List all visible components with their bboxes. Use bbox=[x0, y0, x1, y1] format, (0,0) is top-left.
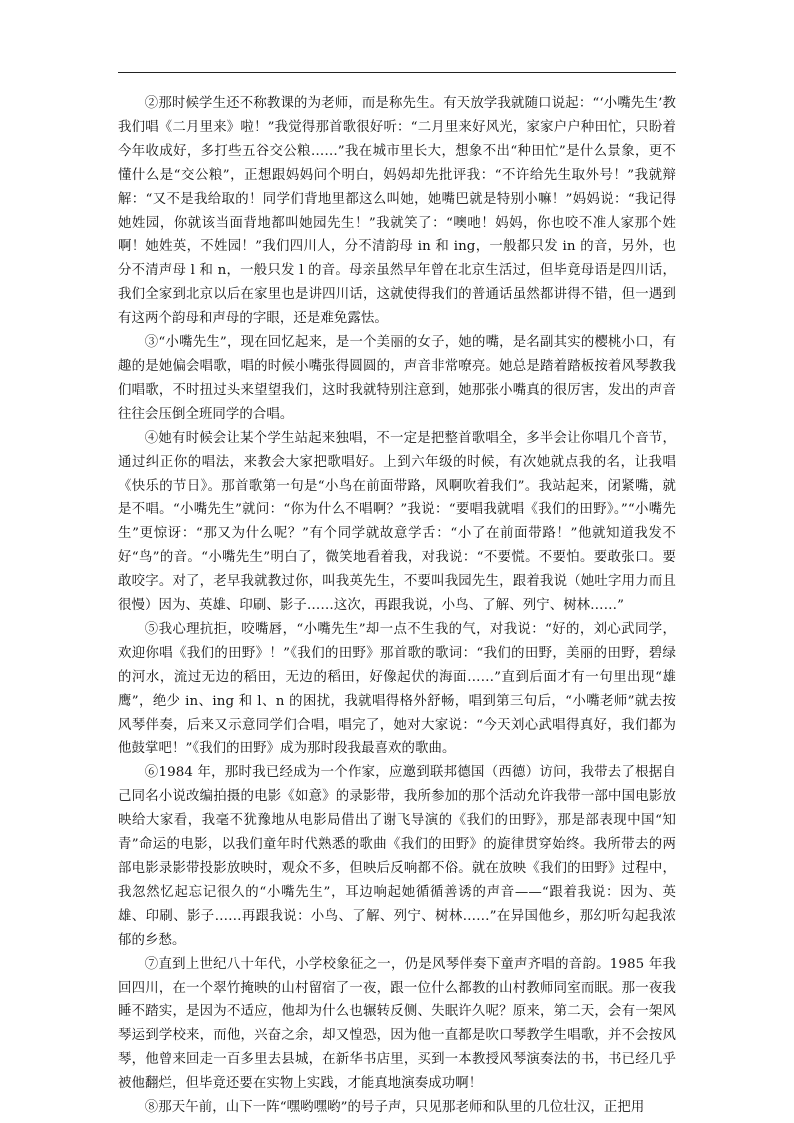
paragraph-5: ⑤我心理抗拒，咬嘴唇，“小嘴先生”却一点不生我的气，对我说：“好的，刘心武同学，欢迎你唱《我们的田野》！”《我们的田野》那首歌的歌词：“我们的田野，美丽的田野，碧绿的河水，流过无边的稻田，无边的稻田，好像起伏的海面……”直到后面才有一句里出现“雄鹰”，绝少 in、ing 和 l、n 的困扰，我就唱得格外舒畅，唱到第三句后，“小嘴老师”就去按风琴伴奏，后来又示意同学们合唱，唱完了，她对大家说：“今天刘心武唱得真好，我们都为他鼓掌吧！”《我们的田野》成为那时段我最喜欢的歌曲。 bbox=[118, 621, 676, 757]
paragraph-4: ④她有时候会让某个学生站起来独唱，不一定是把整首歌唱全，多半会让你唱几个音节，通过纠正你的唱法，来教会大家把歌唱好。上到六年级的时候，有次她就点我的名，让我唱《快乐的节日》。那首歌第一句是“小鸟在前面带路，风啊吹着我们”。我站起来，闭紧嘴，就是不唱。“小嘴先生”就问：“你为什么不唱啊？”我说：“要唱我就唱《我们的田野》。”“小嘴先生”更惊讶：“那又为什么呢？”有个同学就故意学舌：“小了在前面带路！”他就知道我发不好“鸟”的音。“小嘴先生”明白了，微笑地看着我，对我说：“不要慌。不要怕。要敢张口。要敢咬字。对了，老早我就教过你，叫我英先生，不要叫我园先生，跟着我说（她吐字用力而且很慢）因为、英雄、印刷、影子……这次，再跟我说，小鸟、了解、列宁、树林……” bbox=[118, 430, 676, 614]
document-body bbox=[118, 92, 676, 1120]
paragraph-3: ③“小嘴先生”，现在回忆起来，是一个美丽的女子，她的嘴，是名副其实的樱桃小口，有趣的是她偏会唱歌，唱的时候小嘴张得圆圆的，声音非常嘹亮。她总是踏着踏板按着风琴教我们唱歌，不时扭过头来望望我们，这时我就特别注意到，她那张小嘴真的很厉害，发出的声音往往会压倒全班同学的合唱。 bbox=[118, 335, 676, 422]
paragraph-2: ②那时候学生还不称教课的为老师，而是称先生。有天放学我就随口说起：“‘小嘴先生’教我们唱《二月里来》啦！”我觉得那首歌很好听：“二月里来好风光，家家户户种田忙，只盼着今年收成好，多打些五谷交公粮……”我在城市里长大，想象不出“种田忙”是什么景象，更不懂什么是“交公粮”，正想跟妈妈问个明白，妈妈却先批评我：“不许给先生取外号！”我就辩解：“又不是我给取的！同学们背地里都这么叫她，她嘴巴就是特别小嘛！”妈妈说：“我记得她姓园，你就该当面背地都叫她园先生！”我就笑了：“噢吔！妈妈，你也咬不准人家那个姓啊！她姓英，不姓园！”我们四川人，分不清韵母 in 和 ing，一般都只发 in 的音，另外，也分不清声母 l 和 n，一般只发 l 的音。母亲虽然早年曾在北京生活过，但毕竟母语是四川话，我们全家到北京以后在家里也是讲四川话，这就使得我们的普通话虽然都讲得不错，但一遇到有这两个韵母和声母的字眼，还是难免露怯。 bbox=[118, 96, 676, 327]
paragraph-7: ⑦直到上世纪八十年代，小学校象征之一，仍是风琴伴奏下童声齐唱的音韵。1985 年我回四川，在一个翠竹掩映的山村留宿了一夜，跟一位什么都教的山村教师同室而眠。那一夜我睡不踏实，是因为不适应，他却为什么也辗转反侧、失眠许久呢？原来，第二天，会有一架风琴运到学校来，而他，兴奋之余，却又惶恐，因为他一直都是吹口琴教学生唱歌，并不会按风琴，他曾来回走一百多里去县城，在新华书店里，买到一本教授风琴演奏法的书，书已经几乎被他翻烂，但毕竟还要在实物上实践，才能真地演奏成功啊！ bbox=[118, 956, 676, 1092]
paragraph-6: ⑥1984 年，那时我已经成为一个作家，应邀到联邦德国（西德）访问，我带去了根据自己同名小说改编拍摄的电影《如意》的录影带，我所参加的那个活动允许我带一部中国电影放映给大家看，我毫不犹豫地从电影局借出了谢飞导演的《我们的田野》，那是部表现中国“知青”命运的电影，以我们童年时代熟悉的歌曲《我们的田野》的旋律贯穿始终。我所带去的两部电影录影带投影放映时，观众不多，但映后反响都不俗。就在放映《我们的田野》过程中，我忽然忆起忘记很久的“小嘴先生”，耳边响起她循循善诱的声音——“跟着我说：因为、英雄、印刷、影子……再跟我说：小鸟、了解、列宁、树林……”在异国他乡，那幻听勾起我浓郁的乡愁。 bbox=[118, 765, 676, 948]
paragraph-8: ⑧那天午前，山下一阵“嘿哟嘿哟”的号子声，只见那老师和队里的几位壮汉，正把用 bbox=[144, 1100, 645, 1116]
header-rule bbox=[118, 72, 676, 73]
